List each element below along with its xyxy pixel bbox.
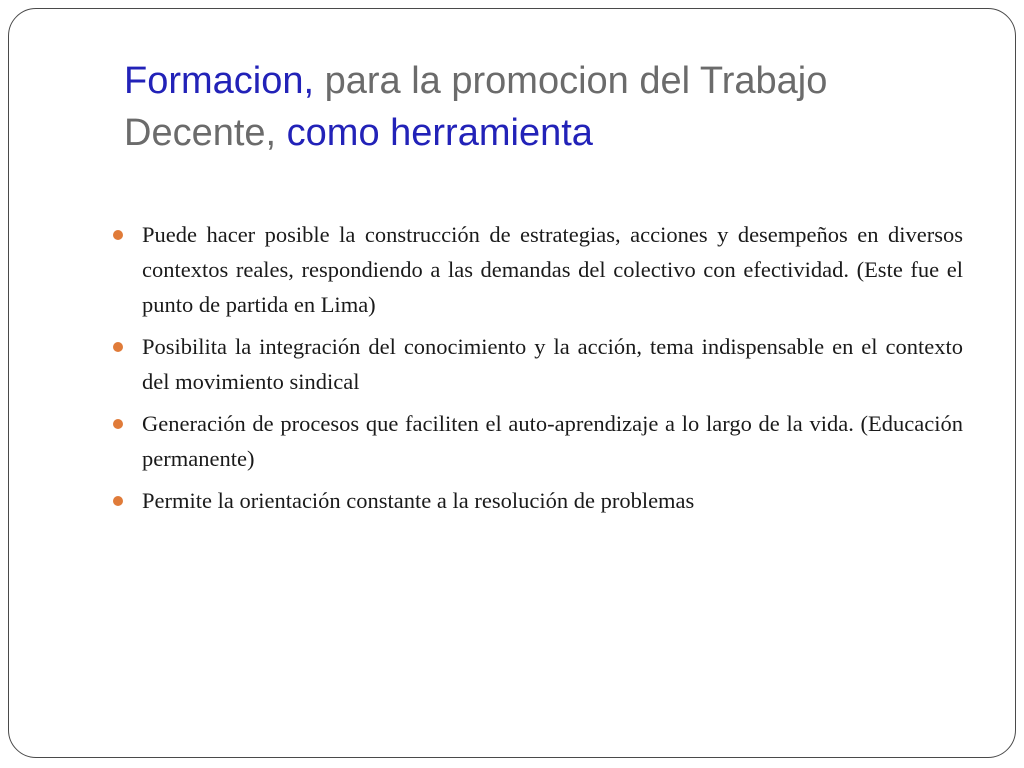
bullet-dot-icon	[113, 496, 123, 506]
bullet-dot-icon	[113, 419, 123, 429]
bullet-list	[113, 217, 963, 525]
bullet-dot-icon	[113, 342, 123, 352]
bullet-dot-icon	[113, 230, 123, 240]
title-highlight-formacion: Formacion,	[124, 60, 315, 102]
title-highlight-herramienta: como herramienta	[286, 112, 593, 154]
title-middle-text: para la promocion del Trabajo Decente,	[124, 60, 828, 154]
slide-frame	[8, 8, 1016, 758]
bullet-text: Puede hacer posible la construcción de estrategias, acciones y desempeños en diversos contextos reales, respondiendo a las demandas del colectivo con efectividad. (Este fue el punto de partida en Lima)	[142, 222, 963, 317]
bullet-text: Generación de procesos que faciliten el auto-aprendizaje a lo largo de la vida. (Educación permanente)	[142, 411, 963, 471]
bullet-item	[113, 329, 963, 399]
bullet-text: Permite la orientación constante a la resolución de problemas	[142, 488, 695, 513]
slide-title	[124, 55, 984, 159]
bullet-item	[113, 406, 963, 476]
bullet-text: Posibilita la integración del conocimiento y la acción, tema indispensable en el contexto del movimiento sindical	[142, 334, 963, 394]
bullet-item	[113, 483, 963, 518]
bullet-item	[113, 217, 963, 322]
